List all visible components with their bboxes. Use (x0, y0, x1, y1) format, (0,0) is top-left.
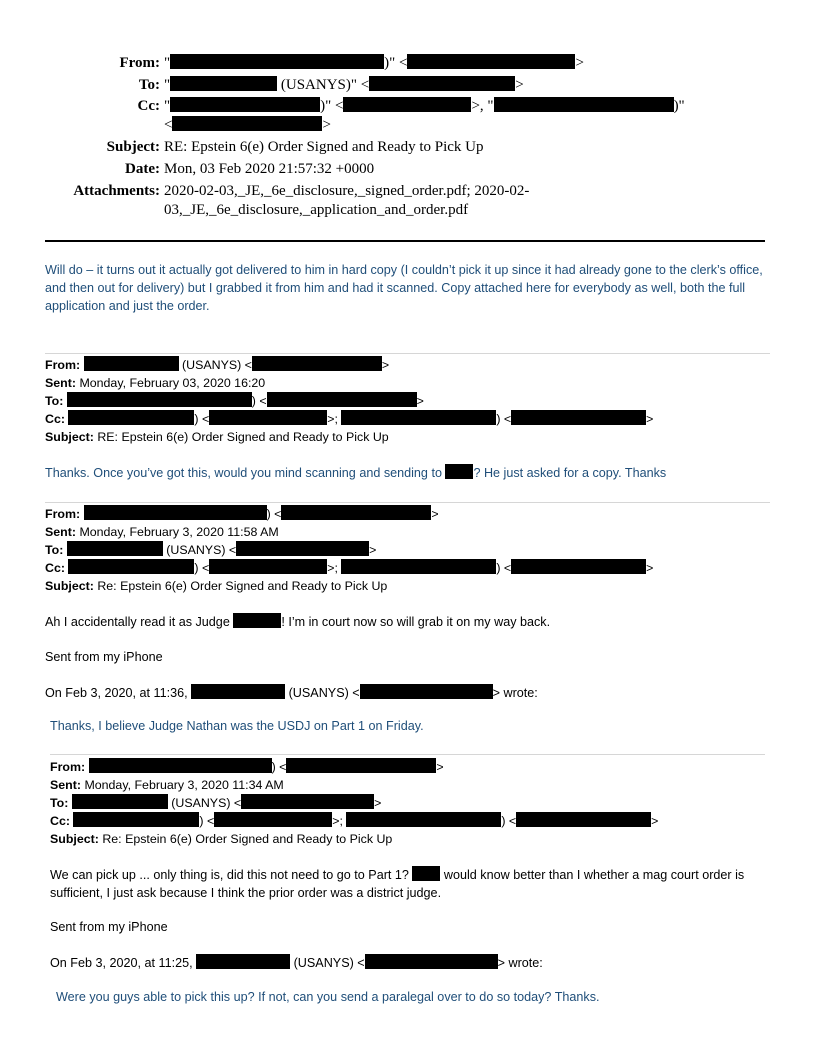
redaction (511, 559, 646, 574)
attachment-link-1[interactable]: 2020-02-03,_JE,_6e_disclosure,_signed_order.pdf; 2020-02- (164, 183, 530, 199)
header-to-label: To: (138, 77, 160, 93)
header-subject: RE: Epstein 6(e) Order Signed and Ready to Pick Up (164, 139, 484, 155)
redaction (84, 356, 179, 371)
redaction (170, 54, 384, 69)
redaction (68, 559, 194, 574)
redaction (72, 794, 168, 809)
msg3-sent-from: Sent from my iPhone (50, 920, 168, 934)
redaction (365, 954, 498, 969)
redaction (241, 794, 374, 809)
redaction (343, 97, 471, 112)
msg3-subject-row: Subject: Re: Epstein 6(e) Order Signed and Ready to Pick Up (50, 832, 393, 846)
redaction (346, 812, 501, 827)
msg3-body: We can pick up ... only thing is, did this not need to go to Part 1? would know better than I whether a mag court order is sufficient, I just ask because I think the prior order was a district judge. (50, 868, 745, 900)
msg2-body: Ah I accidentally read it as Judge ! I’m in court now so will grab it on my way back. (45, 615, 551, 629)
redaction (494, 97, 674, 112)
redaction (511, 410, 646, 425)
redaction (341, 559, 496, 574)
msg3-cc-row: Cc: ) < >; ) < > (50, 814, 659, 828)
redaction (73, 812, 199, 827)
msg2-sent-row: Sent: Monday, February 3, 2020 11:58 AM (45, 525, 279, 539)
msg1-to-row: To: ) < > (45, 394, 424, 408)
message-divider (50, 754, 765, 755)
msg3-to-row: To: (USANYS) < > (50, 796, 382, 810)
redaction (67, 541, 163, 556)
redaction (267, 392, 417, 407)
msg2-sent-from: Sent from my iPhone (45, 650, 163, 664)
msg1-sent-row: Sent: Monday, February 03, 2020 16:20 (45, 376, 266, 390)
header-attachments-label: Attachments: (73, 183, 160, 199)
msg1-from-row: From: (USANYS) < > (45, 358, 390, 372)
redaction (252, 356, 382, 371)
msg3-quote-intro: On Feb 3, 2020, at 11:25, (USANYS) < > wrote: (50, 956, 543, 970)
redaction (360, 684, 493, 699)
redaction (281, 505, 431, 520)
redaction (170, 76, 277, 91)
msg3-sent-row: Sent: Monday, February 3, 2020 11:34 AM (50, 778, 284, 792)
redaction (445, 464, 473, 479)
redaction (172, 116, 322, 131)
redaction (67, 392, 252, 407)
redaction (196, 954, 290, 969)
msg1-subject-row: Subject: RE: Epstein 6(e) Order Signed and Ready to Pick Up (45, 430, 389, 444)
msg3-quoted-text: Were you guys able to pick this up? If not, can you send a paralegal over to do so today? Thanks. (56, 990, 600, 1004)
header-subject-label: Subject: (106, 139, 160, 155)
msg2-cc-row: Cc: ) < >; ) < > (45, 561, 654, 575)
msg1-cc-row: Cc: ) < >; ) < > (45, 412, 654, 426)
msg1-body: Thanks. Once you’ve got this, would you mind scanning and sending to ? He just asked for a copy. Thanks (45, 466, 667, 480)
redaction (214, 812, 332, 827)
redaction (407, 54, 575, 69)
header-divider (45, 240, 765, 242)
redaction (68, 410, 194, 425)
redaction (236, 541, 369, 556)
redaction (369, 76, 515, 91)
redaction (170, 97, 320, 112)
redaction (209, 559, 327, 574)
redaction (286, 758, 436, 773)
header-from-label: From: (119, 55, 160, 71)
msg2-quote-intro: On Feb 3, 2020, at 11:36, (USANYS) < > wrote: (45, 686, 538, 700)
redaction (191, 684, 285, 699)
redaction (89, 758, 272, 773)
message-divider (45, 502, 770, 503)
redaction (341, 410, 496, 425)
redaction (233, 613, 281, 628)
msg2-to-row: To: (USANYS) < > (45, 543, 377, 557)
msg2-subject-row: Subject: Re: Epstein 6(e) Order Signed and Ready to Pick Up (45, 579, 388, 593)
attachment-link-2[interactable]: 03,_JE,_6e_disclosure,_application_and_order.pdf (164, 202, 469, 218)
msg2-quoted-text: Thanks, I believe Judge Nathan was the USDJ on Part 1 on Friday. (50, 719, 424, 733)
redaction (84, 505, 267, 520)
msg2-from-row: From: ) < > (45, 507, 439, 521)
redaction (209, 410, 327, 425)
header-date-label: Date: (125, 161, 160, 177)
message-divider (45, 353, 770, 354)
redaction (516, 812, 651, 827)
header-cc-label: Cc: (137, 98, 160, 114)
reply-body: Will do – it turns out it actually got delivered to him in hard copy (I couldn’t pick it up since it had already gone to the clerk’s office, and then out for delivery) but I grabbed it from him and had it scanned. Copy attached here for everybody as well, both the full application and just the order. (45, 263, 763, 313)
header-date: Mon, 03 Feb 2020 21:57:32 +0000 (164, 161, 375, 177)
msg3-from-row: From: ) < > (50, 760, 444, 774)
redaction (412, 866, 440, 881)
